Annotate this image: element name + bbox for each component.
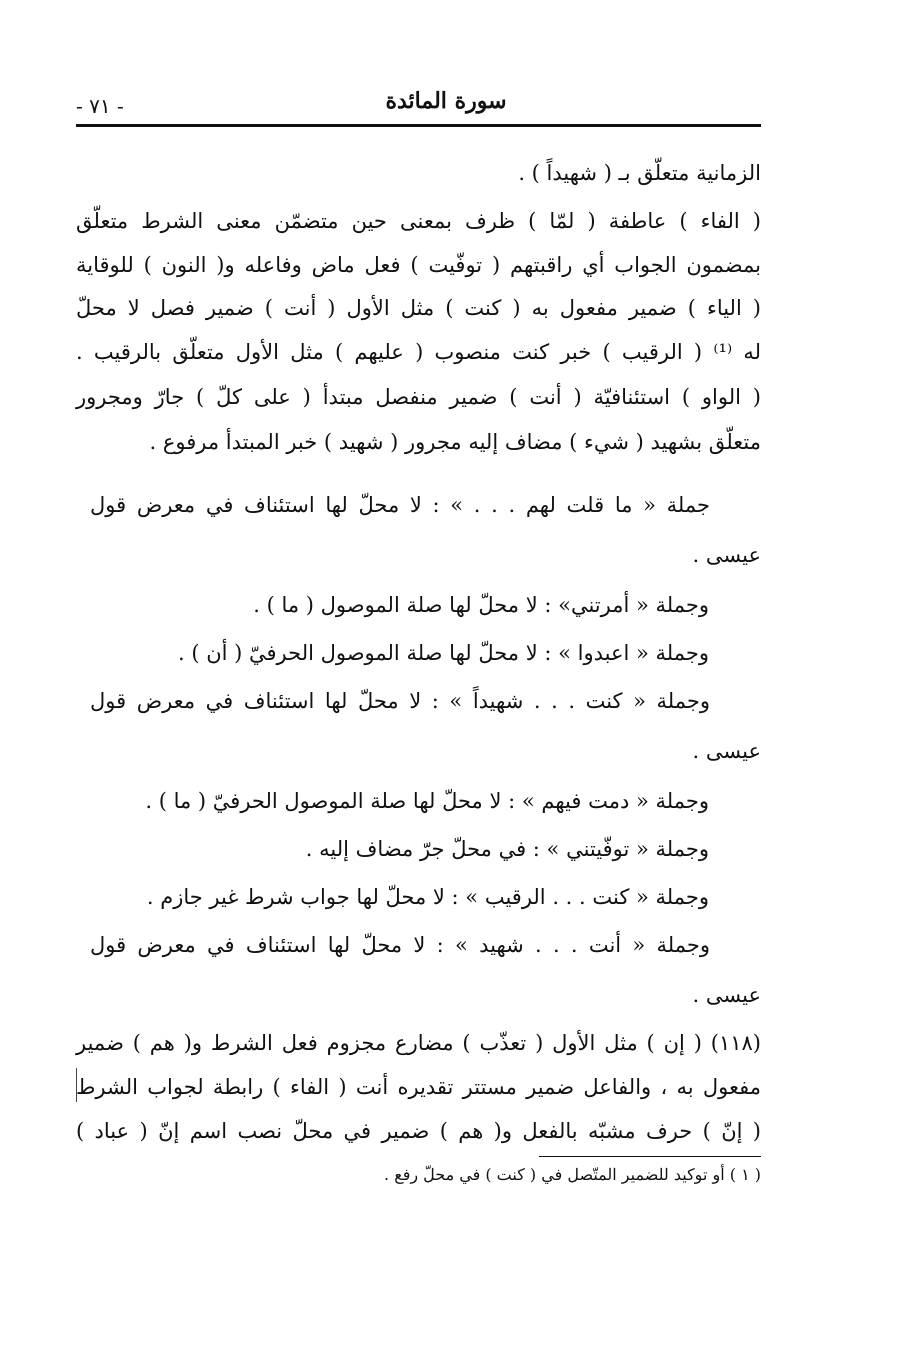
text-line: وجملة « توفّيتني » : في محلّ جرّ مضاف إليه . xyxy=(305,837,709,861)
text-line: مفعول به ، والفاعل ضمير مستتر تقديره أنت ( الفاء ) رابطة لجواب الشرط xyxy=(76,1075,761,1099)
text-line: عيسى . xyxy=(692,543,761,567)
surah-title: سورة المائدة xyxy=(385,88,507,114)
text-line: عيسى . xyxy=(692,739,761,763)
text-line: وجملة « كنت . . . شهيداً » : لا محلّ لها استئناف في معرض قول xyxy=(90,689,710,713)
text-line: وجملة « أمرتني» : لا محلّ لها صلة الموصول ( ما ) . xyxy=(253,593,709,617)
text-line: وجملة « كنت . . . الرقيب » : لا محلّ لها جواب شرط غير جازم . xyxy=(146,885,709,909)
text-line: (١١٨) ( إن ) مثل الأول ( تعذّب ) مضارع مجزوم فعل الشرط و( هم ) ضمير xyxy=(76,1031,761,1055)
text-line: وجملة « دمت فيهم » : لا محلّ لها صلة الموصول الحرفيّ ( ما ) . xyxy=(145,789,709,813)
text-line: ( الياء ) ضمير مفعول به ( كنت ) مثل الأول ( أنت ) ضمير فصل لا محلّ xyxy=(76,296,761,320)
text-line: بمضمون الجواب أي راقبتهم ( توفّيت ) فعل ماض وفاعله و( النون ) للوقاية xyxy=(76,253,761,277)
text-line: ( الواو ) استئنافيّة ( أنت ) ضمير منفصل مبتدأ ( على كلّ ) جارّ ومجرور xyxy=(76,385,761,409)
text-line: جملة « ما قلت لهم . . . » : لا محلّ لها استئناف في معرض قول xyxy=(90,493,710,517)
text-line: له ⁽¹⁾ ( الرقيب ) خبر كنت منصوب ( عليهم ) مثل الأول متعلّق بالرقيب . xyxy=(76,340,761,364)
footnote: ( ١ ) أو توكيد للضمير المتّصل في ( كنت ) في محلّ رفع . xyxy=(384,1165,761,1184)
text-line: وجملة « اعبدوا » : لا محلّ لها صلة الموصول الحرفيّ ( أن ) . xyxy=(178,641,709,665)
text-line: متعلّق بشهيد ( شيء ) مضاف إليه مجرور ( شهيد ) خبر المبتدأ مرفوع . xyxy=(149,430,761,454)
page-header xyxy=(76,88,759,128)
margin-mark xyxy=(76,1068,77,1102)
text-line: ( إنّ ) حرف مشبّه بالفعل و( هم ) ضمير في محلّ نصب اسم إنّ ( عباد ) xyxy=(76,1119,761,1143)
header-divider xyxy=(76,124,761,127)
text-line: وجملة « أنت . . . شهيد » : لا محلّ لها استئناف في معرض قول xyxy=(90,933,710,957)
page-number: - ٧١ - xyxy=(76,94,124,118)
text-line: ( الفاء ) عاطفة ( لمّا ) ظرف بمعنى حين متضمّن معنى الشرط متعلّق xyxy=(76,209,761,233)
text-line: الزمانية متعلّق بـ ( شهيداً ) . xyxy=(518,161,761,185)
text-line: عيسى . xyxy=(692,983,761,1007)
footnote-divider xyxy=(539,1156,761,1157)
